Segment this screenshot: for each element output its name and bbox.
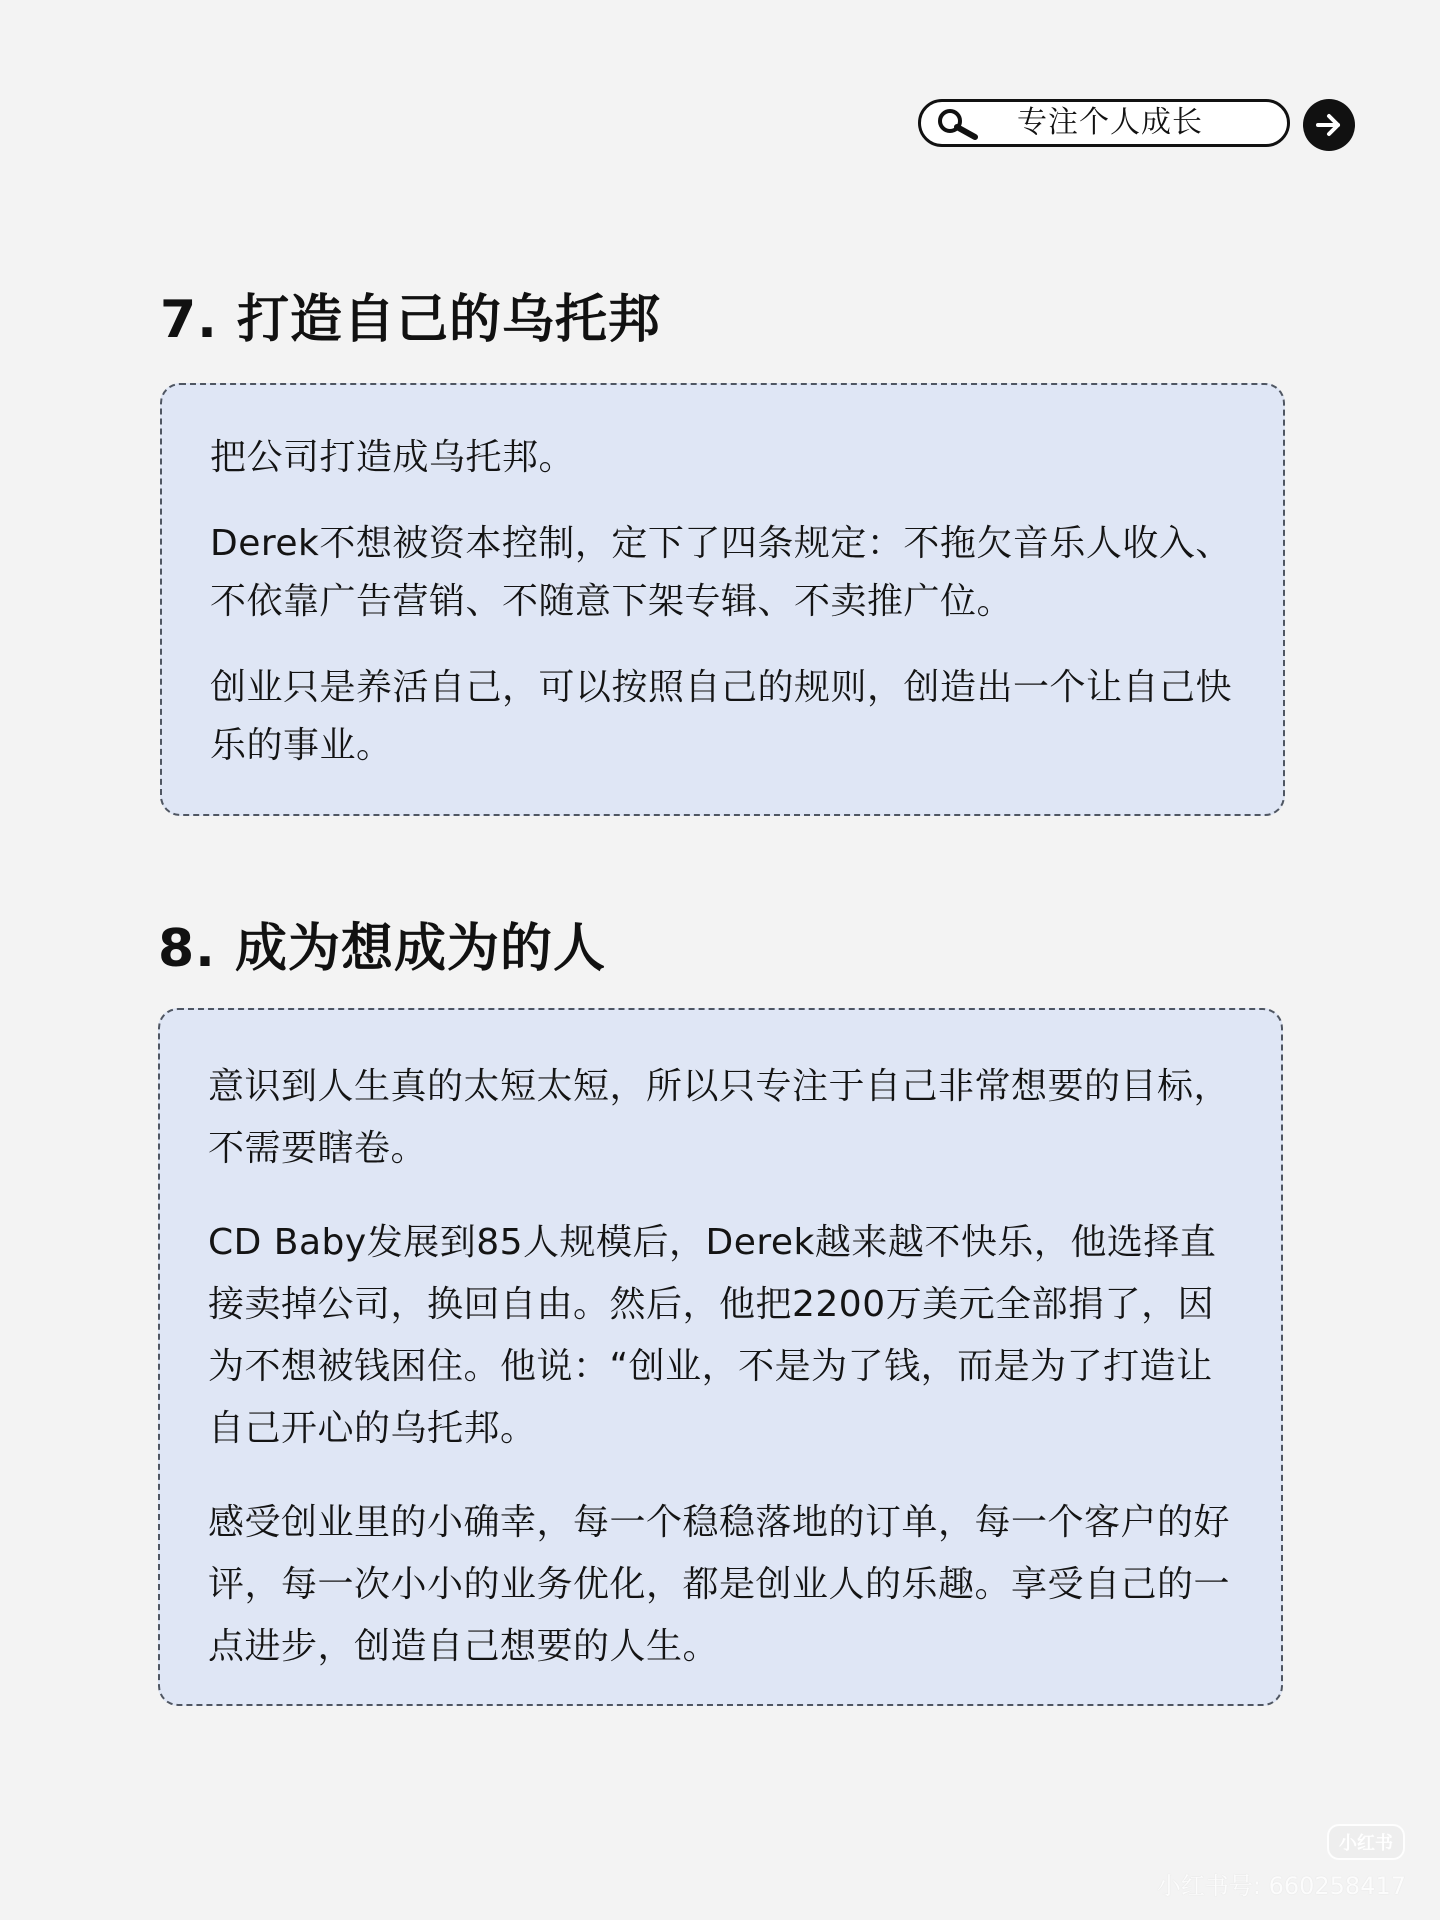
- arrow-right-icon: [1314, 110, 1344, 140]
- paragraph: 创业只是养活自己，可以按照自己的规则，创造出一个让自己快乐的事业。: [210, 667, 1233, 766]
- watermark-id: 小红书号: 660258417: [1156, 1872, 1406, 1900]
- search-icon: [935, 106, 981, 142]
- section-title: 7. 打造自己的乌托邦: [160, 290, 662, 350]
- section-title: 8. 成为想成为的人: [158, 919, 607, 979]
- search-text: 专注个人成长: [1017, 105, 1203, 140]
- paragraph: Derek不想被资本控制，定下了四条规定：不拖欠音乐人收入、不依靠广告营销、不随意下架专辑、不卖推广位。: [210, 523, 1232, 622]
- content-card: [158, 1008, 1283, 1706]
- content-card: [160, 383, 1285, 816]
- paragraph: CD Baby发展到85人规模后，Derek越来越不快乐，他选择直接卖掉公司，换回自由。然后，他把2200万美元全部捐了，因为不想被钱困住。他说：“创业，不是为了钱，而是为了打造让自己开心的乌托邦。: [208, 1222, 1217, 1449]
- paragraph: 把公司打造成乌托邦。: [210, 437, 576, 478]
- paragraph: 感受创业里的小确幸，每一个稳稳落地的订单，每一个客户的好评，每一次小小的业务优化，都是创业人的乐趣。享受自己的一点进步，创造自己想要的人生。: [208, 1502, 1231, 1667]
- watermark-logo: 小红书: [1327, 1824, 1405, 1860]
- paragraph: 意识到人生真的太短太短，所以只专注于自己非常想要的目标，不需要瞎卷。: [208, 1066, 1231, 1169]
- go-button[interactable]: [1303, 99, 1355, 151]
- search-bar[interactable]: [918, 99, 1290, 147]
